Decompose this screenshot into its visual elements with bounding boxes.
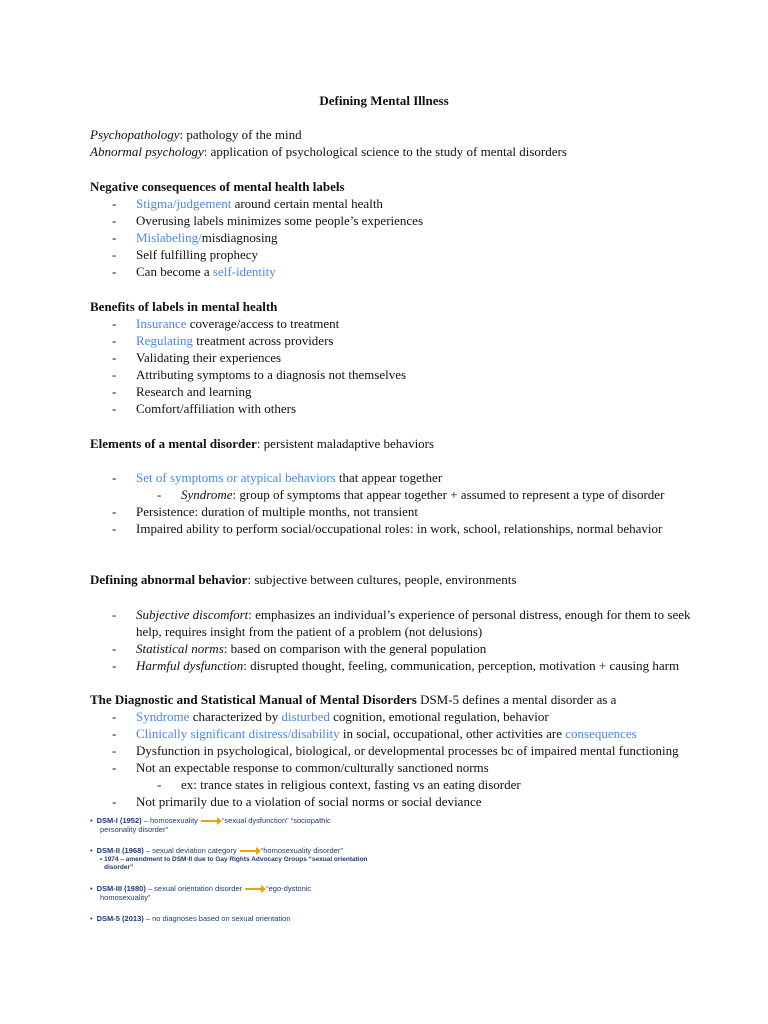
- list-item: - Regulating treatment across providers: [112, 333, 334, 348]
- list-item: - Can become a self-identity: [112, 264, 276, 279]
- list-item: - Impaired ability to perform social/occupational roles: in work, school, relationships, normal behavior: [112, 521, 663, 536]
- timeline-entry-dsm-i: • DSM-I (1952) – homosexuality “sexual dysfunction” “sociopathic: [90, 816, 331, 825]
- sub-list-item: - Syndrome: group of symptoms that appear together + assumed to represent a type of disorder: [157, 487, 665, 502]
- list-item: - Not an expectable response to common/culturally sanctioned norms: [112, 760, 489, 775]
- timeline-note-1974-cont: disorder”: [104, 864, 134, 871]
- list-item-text: Subjective discomfort: emphasizes an individual’s experience of personal distress, enough for them to seek help, requires insight from the patient of a problem (not delusions): [136, 607, 691, 639]
- list-item: - Harmful dysfunction: disrupted thought, feeling, communication, perception, motivation + causing harm: [112, 658, 680, 673]
- page-title: Defining Mental Illness: [319, 93, 449, 108]
- section-heading-elements: Elements of a mental disorder: persistent maladaptive behaviors: [90, 436, 435, 451]
- section-heading-abnormal: Defining abnormal behavior: subjective between cultures, people, environments: [90, 572, 517, 587]
- arrow-icon: [201, 820, 219, 822]
- list-item: - Statistical norms: based on comparison with the general population: [112, 641, 487, 656]
- list-item: -: [112, 607, 117, 622]
- timeline-entry-dsm-iii: • DSM-III (1980) – sexual orientation disorder “ego-dystonic: [90, 884, 312, 893]
- list-item: - Persistence: duration of multiple months, not transient: [112, 504, 418, 519]
- section-heading-benefits: Benefits of labels in mental health: [90, 299, 278, 314]
- list-item: - Insurance coverage/access to treatment: [112, 316, 340, 331]
- list-item: - Mislabeling/misdiagnosing: [112, 230, 278, 245]
- list-item: - Overusing labels minimizes some people’s experiences: [112, 213, 424, 228]
- sub-list-item: - ex: trance states in religious context, fasting vs an eating disorder: [157, 777, 521, 792]
- list-item: - Set of symptoms or atypical behaviors that appear together: [112, 470, 443, 485]
- arrow-icon: [245, 888, 263, 890]
- dsm-timeline-figure: [90, 814, 390, 926]
- arrow-icon: [240, 850, 258, 852]
- section-heading-negative: Negative consequences of mental health labels: [90, 179, 345, 194]
- list-item: - Attributing symptoms to a diagnosis not themselves: [112, 367, 407, 382]
- list-item: - Research and learning: [112, 384, 252, 399]
- timeline-note-1974: • 1974 – amendment to DSM-II due to Gay Rights Advocacy Groups “sexual orientation: [100, 856, 368, 863]
- list-item: - Syndrome characterized by disturbed cognition, emotional regulation, behavior: [112, 709, 549, 724]
- list-item: - Self fulfilling prophecy: [112, 247, 259, 262]
- timeline-entry-dsm-iii-cont: homosexuality”: [100, 893, 151, 902]
- timeline-entry-dsm-5: • DSM-5 (2013) – no diagnoses based on sexual orientation: [90, 914, 291, 923]
- section-heading-dsm: The Diagnostic and Statistical Manual of Mental Disorders DSM-5 defines a mental disorder as a: [90, 692, 617, 707]
- definition-abnormal-psychology: Abnormal psychology: application of psychological science to the study of mental disorders: [90, 144, 567, 159]
- list-item: - Not primarily due to a violation of social norms or social deviance: [112, 794, 482, 809]
- list-item: - Dysfunction in psychological, biological, or developmental processes bc of impaired mental functioning: [112, 743, 679, 758]
- list-item: - Comfort/affiliation with others: [112, 401, 297, 416]
- list-item: - Stigma/judgement around certain mental health: [112, 196, 383, 211]
- definition-psychopathology: Psychopathology: pathology of the mind: [90, 127, 302, 142]
- list-item: - Clinically significant distress/disability in social, occupational, other activities are consequences: [112, 726, 637, 741]
- timeline-entry-dsm-ii: • DSM-II (1968) – sexual deviation category “homosexuality disorder”: [90, 846, 343, 855]
- list-item: - Validating their experiences: [112, 350, 282, 365]
- timeline-entry-dsm-i-cont: personality disorder”: [100, 825, 168, 834]
